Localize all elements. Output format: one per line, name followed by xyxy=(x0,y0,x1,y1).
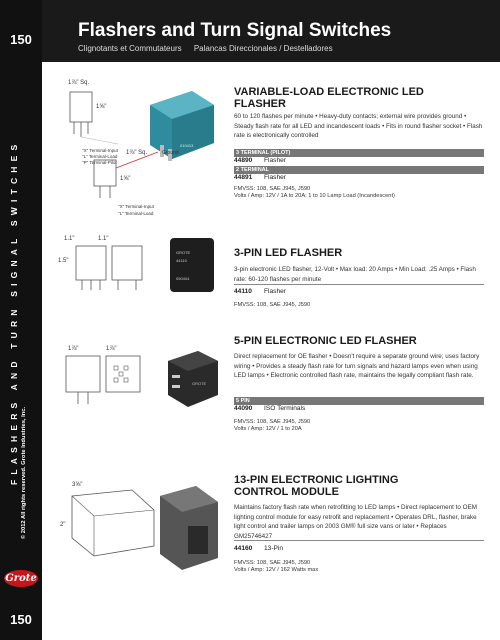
svg-text:GROTE: GROTE xyxy=(176,250,191,255)
svg-text:"X" Terminal-Input: "X" Terminal-Input xyxy=(118,204,154,209)
svg-text:1.1": 1.1" xyxy=(64,236,75,242)
product-title-variable-load: VARIABLE-LOAD ELECTRONIC LED FLASHER xyxy=(234,86,424,110)
spec-fmvss: FMVSS: 108, SAE J945, J590 xyxy=(234,186,311,192)
grote-logo: Grote xyxy=(4,570,38,587)
divider xyxy=(234,284,484,285)
part-number: 44160 xyxy=(234,545,253,552)
part-number: 44890 xyxy=(234,157,253,164)
title-line-1: 13-PIN ELECTRONIC LIGHTING xyxy=(234,474,399,486)
part-number: 44891 xyxy=(234,174,253,181)
spec-volts-amp: Volts / Amp: 12V / 1A to 20A; 1 to 10 Lamp Load (Incandescent) xyxy=(234,193,395,199)
page-title: Flashers and Turn Signal Switches xyxy=(78,20,392,41)
group-label-5-pin: 5 PIN xyxy=(234,397,484,405)
product-desc-3-pin: 3-pin electronic LED flasher, 12-Volt • Max load: 20 Amps • Min Load: .25 Amps • Flash rate: 60-120 flashes per minute xyxy=(234,266,476,283)
product-title-13-pin xyxy=(234,474,398,498)
svg-text:"X" Terminal-Input: "X" Terminal-Input xyxy=(82,148,118,153)
spec-volts-amp: Volts / Amp: 12V / 162 Watts max xyxy=(234,567,319,573)
svg-text:1⅞": 1⅞" xyxy=(68,346,79,352)
product-desc-5-pin: Direct replacement for OE flasher • Doesn't require a separate ground wire; uses factory wiring • Provides a steady flash rate for turn signals and hazard lamps even when using LED lamps • Electronic controlled flash rate, maintains the legally compliant flash rate. xyxy=(234,353,480,379)
title-line-2: CONTROL MODULE xyxy=(234,486,339,498)
photo-5-pin-flasher xyxy=(162,345,224,417)
svg-text:44110: 44110 xyxy=(176,258,187,263)
part-number: 44090 xyxy=(234,405,253,412)
svg-text:GROTE: GROTE xyxy=(192,381,207,386)
divider xyxy=(234,540,484,541)
svg-text:2": 2" xyxy=(60,522,66,528)
part-row-44090[interactable] xyxy=(234,405,305,412)
part-name: Flasher xyxy=(264,288,286,295)
part-row-44160[interactable] xyxy=(234,545,283,552)
part-row-44890[interactable] xyxy=(234,157,286,164)
drawing-3-pin-flasher xyxy=(58,232,168,302)
drawing-5-pin-flasher xyxy=(58,342,168,422)
part-name: 13-Pin xyxy=(264,545,284,552)
part-row-44110[interactable] xyxy=(234,288,286,295)
group-label-3-terminal: 3 TERMINAL (PILOT) xyxy=(234,149,484,157)
svg-text:1⅝": 1⅝" xyxy=(120,176,131,182)
svg-text:3⅝": 3⅝" xyxy=(72,482,83,488)
subtitle-spanish: Palancas Direccionales / Destelladores xyxy=(193,44,333,53)
spec-fmvss: FMVSS: 108, SAE J945, J590 xyxy=(234,560,311,566)
svg-text:1.5": 1.5" xyxy=(58,258,69,264)
group-label-2-terminal: 2 TERMINAL xyxy=(234,166,484,174)
subtitle-french: Clignotants et Commutateurs xyxy=(78,44,182,53)
photo-13-pin-module xyxy=(150,480,226,576)
product-title-3-pin: 3-PIN LED FLASHER xyxy=(234,247,343,259)
photo-3-pin-flasher xyxy=(162,232,222,302)
spec-fmvss: FMVSS: 108, SAE J945, J590 xyxy=(234,302,311,308)
product-desc-13-pin: Maintains factory flash rate when retrofitting to LED lamps • Direct replacement to OEM lighting control module for easy retrofit and replacement • Operates DRL, flasher, brake light control and trailer lamps on 2003 GM® full size vans or later • Replaces GM25746427 xyxy=(234,504,477,540)
svg-text:1⅞" Sq.: 1⅞" Sq. xyxy=(68,80,90,86)
part-name: ISO Terminals xyxy=(264,405,306,412)
svg-text:Ground: Ground xyxy=(162,150,179,156)
svg-text:"L" Terminal-Load: "L" Terminal-Load xyxy=(82,154,118,159)
part-name: Flasher xyxy=(264,157,286,164)
svg-text:"L" Terminal-Load: "L" Terminal-Load xyxy=(118,211,154,216)
spec-fmvss: FMVSS: 108, SAE J945, J590 xyxy=(234,419,311,425)
page-number-bottom: 150 xyxy=(10,612,32,627)
page-header xyxy=(42,0,500,62)
part-name: Flasher xyxy=(264,174,286,181)
svg-text:1⅞" Sq.: 1⅞" Sq. xyxy=(126,150,148,156)
drawing-2-terminal-flasher xyxy=(58,148,228,218)
page-number-top: 150 xyxy=(10,32,32,47)
svg-text:010413: 010413 xyxy=(180,143,194,148)
product-desc-variable-load: 60 to 120 flashes per minute • Heavy-duty contacts; external wire provides ground • Steady flash rate for all LED and incandescent loads • Fits in round flasher socket • Flash rate is electronically controlled xyxy=(234,113,483,139)
part-number: 44110 xyxy=(234,288,252,295)
svg-text:1.1": 1.1" xyxy=(98,236,109,242)
product-title-5-pin: 5-PIN ELECTRONIC LED FLASHER xyxy=(234,335,417,347)
svg-text:"P" Terminal-Pilot: "P" Terminal-Pilot xyxy=(82,160,117,165)
svg-text:050404: 050404 xyxy=(176,276,190,281)
spec-volts-amp: Volts / Amp: 12V / 1 to 20A xyxy=(234,426,302,432)
svg-text:1⅝": 1⅝" xyxy=(96,104,107,110)
part-row-44891[interactable] xyxy=(234,174,286,181)
page-subtitle xyxy=(78,44,343,53)
svg-text:1⅞": 1⅞" xyxy=(106,346,117,352)
